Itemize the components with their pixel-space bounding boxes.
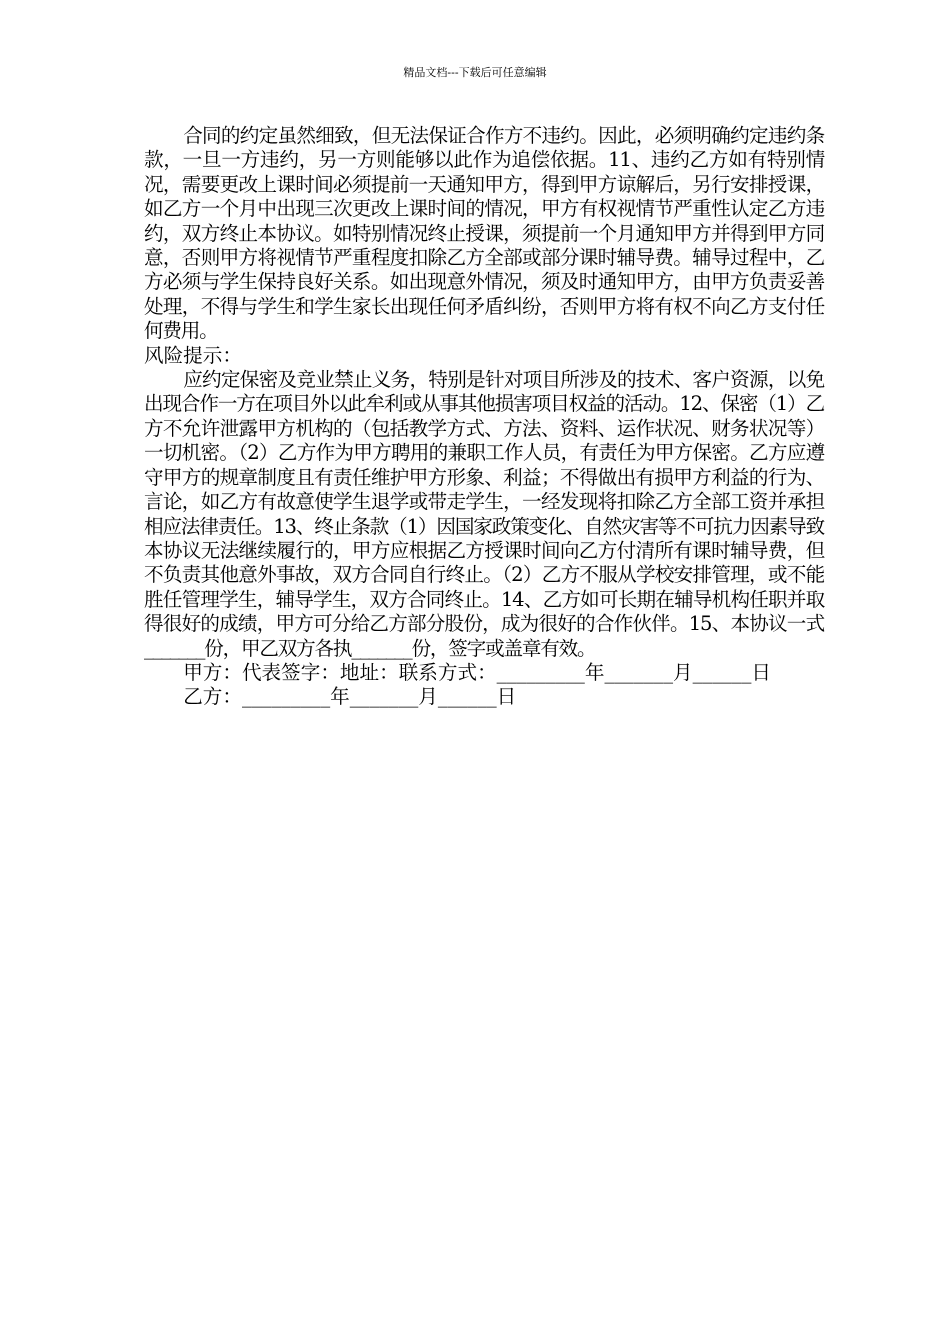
paragraph-breach-clause: 合同的约定虽然细致，但无法保证合作方不违约。因此，必须明确约定违约条款，一旦一方违约，另一方则能够以此作为追偿依据。11、违约乙方如有特别情况，需要更改上课时间必须提前一天通知甲方，得到甲方谅解后，另行安排授课，如乙方一个月中出现三次更改上课时间的情况，甲方有权视情节严重性认定乙方违约，双方终止本协议。如特别情况终止授课，须提前一个月通知甲方并得到甲方同意，否则甲方将视情节严重程度扣除乙方全部或部分课时辅导费。辅导过程中，乙方必须与学生保持良好关系。如出现意外情况，须及时通知甲方，由甲方负责妥善处理，不得与学生和学生家长出现任何矛盾纠纷，否则甲方将有权不向乙方支付任何费用。 [144,124,824,343]
page-header: 精品文档---下载后可任意编辑 [403,66,547,79]
document-body [144,124,824,710]
paragraph-confidentiality-clause: 应约定保密及竞业禁止义务，特别是针对项目所涉及的技术、客户资源，以免出现合作一方在项目外以此牟利或从事其他损害项目权益的活动。12、保密（1）乙方不允许泄露甲方机构的（包括教学方式、方法、资料、运作状况、财务状况等）一切机密。（2）乙方作为甲方聘用的兼职工作人员，有责任为甲方保密。乙方应遵守甲方的规章制度且有责任维护甲方形象、利益；不得做出有损甲方利益的行为、言论，如乙方有故意使学生退学或带走学生，一经发现将扣除乙方全部工资并承担相应法律责任。13、终止条款（1）因国家政策变化、自然灾害等不可抗力因素导致本协议无法继续履行的，甲方应根据乙方授课时间向乙方付清所有课时辅导费，但不负责其他意外事故，双方合同自行终止。（2）乙方不服从学校安排管理，或不能胜任管理学生，辅导学生，双方合同终止。14、乙方如可长期在辅导机构任职并取得很好的成绩，甲方可分给乙方部分股份，成为很好的合作伙伴。15、本协议一式_______份，甲乙双方各执_______份，签字或盖章有效。 [144,368,824,660]
paragraph-party-b-signature: 乙方：_________年_______月______日 [183,685,517,709]
paragraph-party-a-signature: 甲方：代表签字：地址：联系方式：_________年_______月______日 [183,660,771,684]
paragraph-risk-heading: 风险提示： [144,343,242,367]
